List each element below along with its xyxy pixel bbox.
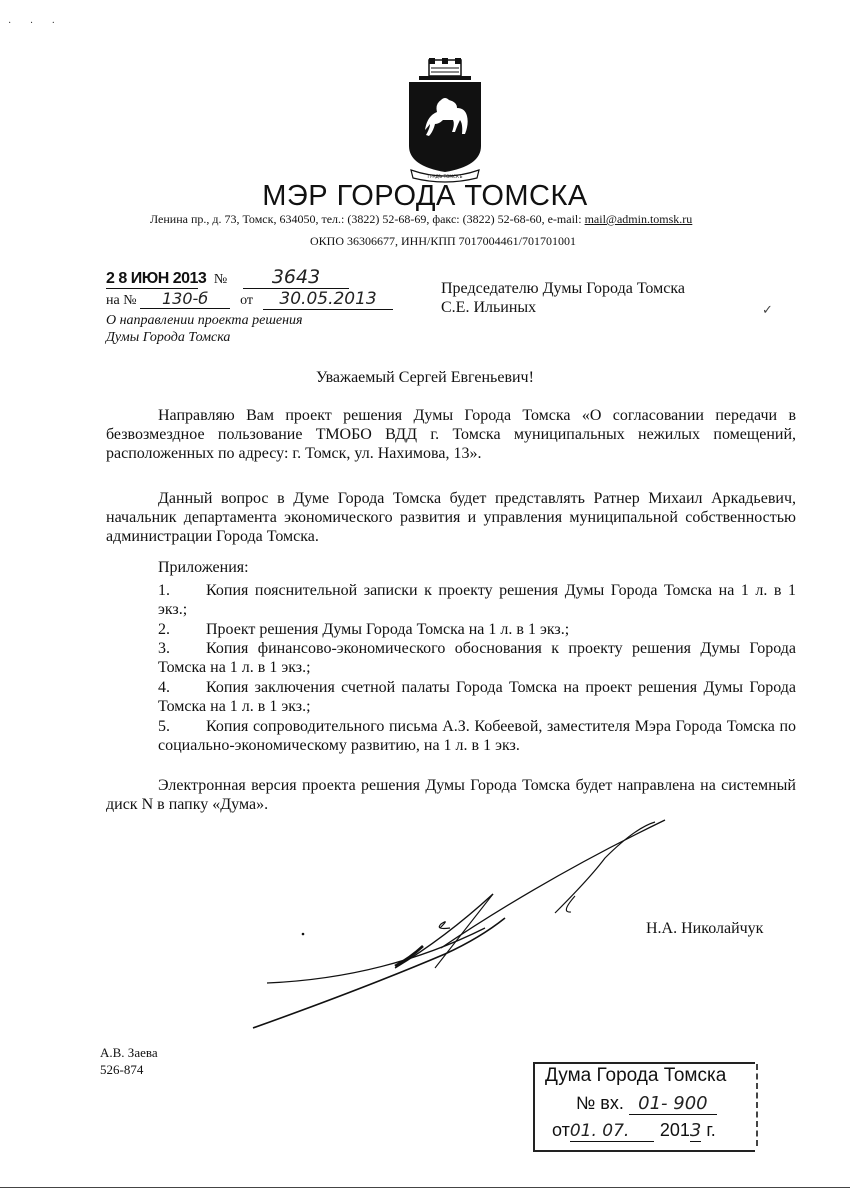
from-label: от — [240, 293, 254, 308]
attachment-number: 2. — [158, 621, 170, 638]
attachment-text: Копия сопроводительного письма А.З. Кобеевой, заместителя Мэра Города Томска по социально-экономическому развитию, на 1 л. в 1 экз. — [158, 718, 796, 754]
subject-line-1: О направлении проекта решения — [106, 313, 303, 328]
outgoing-registration — [106, 266, 349, 289]
crest-motto: ГРАДЪ ТОМСКЪ — [427, 174, 463, 179]
stamp-year-suffix: г. — [706, 1120, 716, 1140]
greeting: Уважаемый Сергей Евгеньевич! — [316, 369, 534, 386]
attachment-text: Проект решения Думы Города Томска на 1 л. в 1 экз.; — [206, 621, 570, 638]
executor-info — [100, 1044, 158, 1078]
check-mark-icon: ✓ — [762, 302, 773, 317]
ref-label: на № — [106, 293, 137, 308]
email-link[interactable]: mail@admin.tomsk.ru — [584, 212, 693, 226]
attachment-text: Копия пояснительной записки к проекту решения Думы Города Томска на 1 л. в 1 экз.; — [158, 582, 796, 618]
stamp-date: 01. 07. — [570, 1121, 654, 1142]
attachment-number: 3. — [158, 640, 170, 657]
addressee-name: С.Е. Ильиных — [441, 299, 537, 316]
attachments-heading: Приложения: — [158, 559, 249, 576]
letterhead-codes: ОКПО 36306677, ИНН/КПП 7017004461/701701001 — [309, 234, 576, 248]
attachment-item — [158, 639, 796, 677]
ref-date: 30.05.2013 — [263, 289, 393, 310]
attachment-item — [158, 678, 796, 716]
reference-registration — [106, 289, 393, 310]
body-paragraph-3: Электронная версия проекта решения Думы Города Томска будет направлена на системный диск N в папку «Дума». — [106, 777, 796, 813]
letter-subject — [106, 312, 303, 346]
attachment-item — [158, 620, 796, 639]
handwritten-signature — [245, 818, 675, 1036]
stamp-edge — [756, 1064, 760, 1146]
letterhead-address — [150, 212, 750, 227]
outgoing-number: 3643 — [243, 266, 349, 289]
signer-name: Н.А. Николайчук — [646, 920, 764, 937]
stamp-year-digit: 3 — [689, 1120, 702, 1141]
attachment-text: Копия финансово-экономического обоснования к проекту решения Думы Города Томска на 1 л. в 1 экз.; — [158, 640, 796, 676]
scan-bottom-edge — [0, 1187, 850, 1188]
addressee — [441, 279, 685, 317]
stamp-year-prefix: 201 — [659, 1120, 690, 1140]
ref-number: 130-б — [140, 289, 230, 309]
attachment-number: 1. — [158, 582, 170, 599]
addressee-position: Председателю Думы Города Томска — [441, 280, 685, 297]
scan-specks: · · · — [8, 18, 63, 29]
attachment-number: 4. — [158, 679, 170, 696]
attachment-number: 5. — [158, 718, 170, 735]
executor-phone: 526-874 — [100, 1062, 144, 1077]
letterhead-title: МЭР ГОРОДА ТОМСКА — [262, 180, 588, 212]
address-text: Ленина пр., д. 73, Томск, 634050, тел.: (3822) 52-68-69, факс: (3822) 52-68-60, e-mail: — [150, 212, 585, 226]
stamp-date-line — [552, 1120, 716, 1142]
attachment-text: Копия заключения счетной палаты Города Томска на проект решения Думы Города Томска на 1 л. в 1 экз.; — [158, 679, 796, 715]
stamp-title: Дума Города Томска — [545, 1065, 727, 1086]
attachment-item — [158, 581, 796, 619]
number-label: № — [213, 272, 228, 287]
subject-line-2: Думы Города Томска — [106, 330, 231, 345]
tomsk-coat-of-arms-icon — [405, 58, 485, 184]
body-paragraph-2: Данный вопрос в Думе Города Томска будет представлять Ратнер Михаил Аркадьевич, начальник департамента экономического развития и управления муниципальной собственностью администрации Города Томска. — [106, 490, 796, 545]
body-paragraph-1: Направляю Вам проект решения Думы Города Томска «О согласовании передачи в безвозмездное пользование ТМОБО ВДД г. Томска муниципальных нежилых помещений, расположенных по адресу: г. Томск, ул. Нахимова, 13». — [106, 407, 796, 462]
stamp-number-label: № вх. — [576, 1093, 624, 1113]
attachment-item — [158, 717, 796, 755]
stamp-from-label: от — [552, 1120, 570, 1140]
stamp-incoming-number: 01- 900 — [629, 1093, 717, 1115]
stamp-number-line — [576, 1093, 717, 1115]
outgoing-date: 2 8 ИЮН 2013 — [106, 270, 207, 287]
executor-name: А.В. Заева — [100, 1045, 158, 1060]
